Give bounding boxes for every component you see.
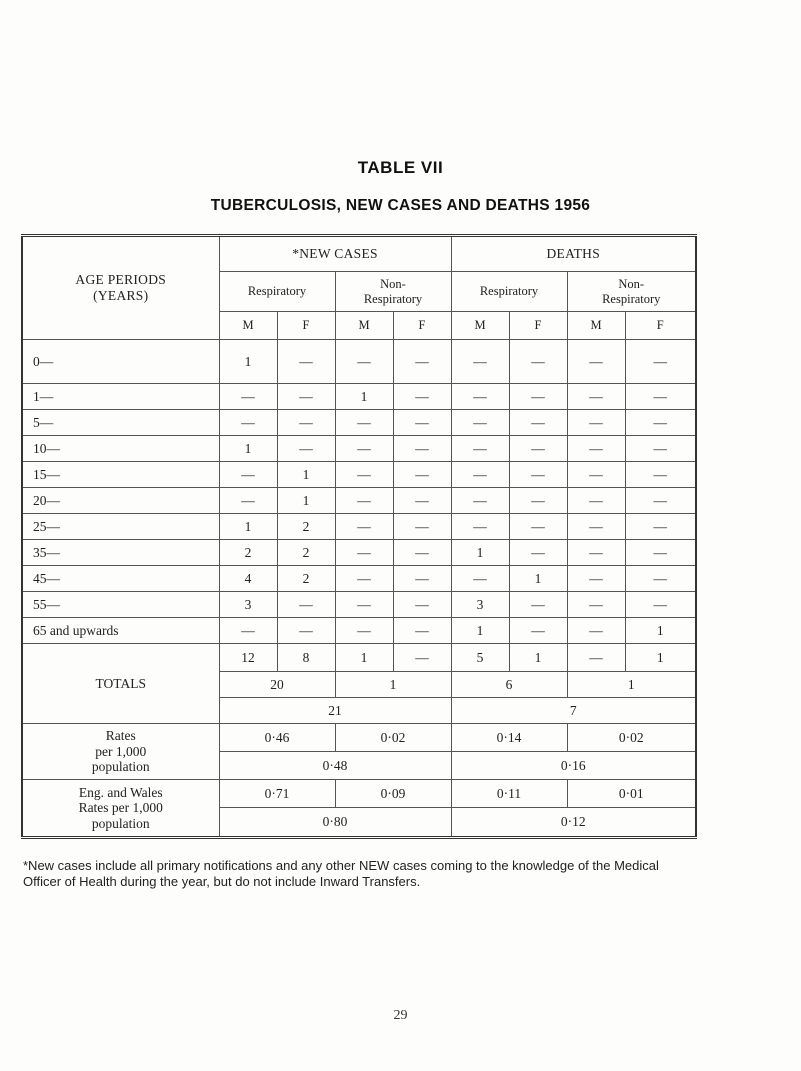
totals-type-cell: 1 <box>335 672 451 698</box>
sex-header-m: M <box>219 312 277 340</box>
cell-value: 1 <box>219 340 277 384</box>
age-period-label: 1— <box>22 384 219 410</box>
cell-value: — <box>567 410 625 436</box>
age-period-label: 10— <box>22 436 219 462</box>
cell-value: 2 <box>219 540 277 566</box>
cell-value: 1 <box>451 618 509 644</box>
rates-deaths-combined: 0·16 <box>451 752 696 780</box>
age-row <box>22 618 696 644</box>
cell-value: — <box>451 462 509 488</box>
new-respiratory-header: Respiratory <box>219 272 335 312</box>
cell-value: — <box>451 436 509 462</box>
cell-value: — <box>451 410 509 436</box>
totals-cell: 1 <box>335 644 393 672</box>
eng-wales-cell: 0·11 <box>451 780 567 808</box>
age-row <box>22 436 696 462</box>
age-row <box>22 384 696 410</box>
rates-cell: 0·02 <box>567 724 696 752</box>
eng-wales-cell: 0·09 <box>335 780 451 808</box>
deaths-header: DEATHS <box>451 236 696 272</box>
cell-value: — <box>393 514 451 540</box>
totals-cell: 1 <box>625 644 696 672</box>
cell-value: — <box>567 462 625 488</box>
totals-label: TOTALS <box>22 644 219 724</box>
cell-value: — <box>393 436 451 462</box>
cell-value: 2 <box>277 566 335 592</box>
rates-cell: 0·02 <box>335 724 451 752</box>
cell-value: — <box>277 340 335 384</box>
age-period-label: 20— <box>22 488 219 514</box>
cell-value: — <box>335 540 393 566</box>
cell-value: — <box>277 618 335 644</box>
cell-value: — <box>219 384 277 410</box>
cell-value: — <box>509 384 567 410</box>
cell-value: — <box>509 592 567 618</box>
tuberculosis-table <box>21 234 697 839</box>
cell-value: — <box>277 410 335 436</box>
totals-cell: 1 <box>509 644 567 672</box>
page-number: 29 <box>393 1008 408 1023</box>
age-row <box>22 462 696 488</box>
eng-wales-deaths-combined: 0·12 <box>451 808 696 838</box>
totals-type-cell: 1 <box>567 672 696 698</box>
cell-value: — <box>219 462 277 488</box>
cell-value: — <box>393 384 451 410</box>
sex-header-m: M <box>335 312 393 340</box>
cell-value: — <box>567 384 625 410</box>
cell-value: 1 <box>335 384 393 410</box>
cell-value: — <box>451 566 509 592</box>
cell-value: 1 <box>277 462 335 488</box>
cell-value: 1 <box>277 488 335 514</box>
sex-header-f: F <box>625 312 696 340</box>
totals-cell: 8 <box>277 644 335 672</box>
cell-value: — <box>509 540 567 566</box>
cell-value: — <box>335 618 393 644</box>
cell-value: 2 <box>277 514 335 540</box>
totals-cell: — <box>393 644 451 672</box>
eng-wales-cell: 0·71 <box>219 780 335 808</box>
cell-value: — <box>451 384 509 410</box>
cell-value: — <box>567 592 625 618</box>
cell-value: — <box>567 488 625 514</box>
cell-value: — <box>219 618 277 644</box>
age-period-label: 65 and upwards <box>22 618 219 644</box>
cell-value: — <box>509 436 567 462</box>
totals-type-cell: 20 <box>219 672 335 698</box>
cell-value: 1 <box>509 566 567 592</box>
sex-header-f: F <box>277 312 335 340</box>
age-row <box>22 488 696 514</box>
cell-value: — <box>393 340 451 384</box>
age-period-label: 45— <box>22 566 219 592</box>
age-period-label: 15— <box>22 462 219 488</box>
cell-value: — <box>277 592 335 618</box>
cell-value: 1 <box>219 436 277 462</box>
cell-value: — <box>219 488 277 514</box>
cell-value: 4 <box>219 566 277 592</box>
totals-cell: 5 <box>451 644 509 672</box>
totals-cell: — <box>567 644 625 672</box>
cell-value: — <box>625 566 696 592</box>
cell-value: — <box>625 514 696 540</box>
cell-value: — <box>509 488 567 514</box>
cell-value: — <box>567 436 625 462</box>
cell-value: — <box>393 462 451 488</box>
cell-value: — <box>567 540 625 566</box>
cell-value: — <box>625 540 696 566</box>
cell-value: — <box>335 436 393 462</box>
cell-value: — <box>335 410 393 436</box>
sex-header-f: F <box>509 312 567 340</box>
cell-value: — <box>509 618 567 644</box>
deaths-respiratory-header: Respiratory <box>451 272 567 312</box>
age-row <box>22 514 696 540</box>
table-title: TABLE VII <box>357 158 444 177</box>
cell-value: — <box>625 592 696 618</box>
new-cases-header: *NEW CASES <box>219 236 451 272</box>
cell-value: — <box>567 618 625 644</box>
age-periods-header: AGE PERIODS (YEARS) <box>22 236 219 340</box>
cell-value: — <box>277 436 335 462</box>
cell-value: — <box>625 462 696 488</box>
age-period-label: 5— <box>22 410 219 436</box>
age-row <box>22 566 696 592</box>
cell-value: — <box>567 340 625 384</box>
cell-value: — <box>335 462 393 488</box>
cell-value: — <box>277 384 335 410</box>
cell-value: — <box>625 340 696 384</box>
cell-value: — <box>509 514 567 540</box>
cell-value: — <box>625 384 696 410</box>
age-period-label: 55— <box>22 592 219 618</box>
cell-value: — <box>335 488 393 514</box>
cell-value: 1 <box>625 618 696 644</box>
age-row <box>22 540 696 566</box>
cell-value: — <box>335 592 393 618</box>
cell-value: — <box>393 410 451 436</box>
rates-new-cases-combined: 0·48 <box>219 752 451 780</box>
cell-value: — <box>625 410 696 436</box>
eng-wales-cell: 0·01 <box>567 780 696 808</box>
totals-type-cell: 6 <box>451 672 567 698</box>
age-row <box>22 592 696 618</box>
rates-cell: 0·46 <box>219 724 335 752</box>
age-row <box>22 340 696 384</box>
totals-cell: 12 <box>219 644 277 672</box>
age-period-label: 25— <box>22 514 219 540</box>
cell-value: — <box>451 488 509 514</box>
cell-value: 3 <box>451 592 509 618</box>
totals-new-cases-grand: 21 <box>219 698 451 724</box>
cell-value: — <box>219 410 277 436</box>
cell-value: — <box>335 340 393 384</box>
cell-value: — <box>393 540 451 566</box>
cell-value: — <box>393 566 451 592</box>
cell-value: — <box>393 618 451 644</box>
cell-value: — <box>451 514 509 540</box>
cell-value: — <box>509 462 567 488</box>
table-subtitle: TUBERCULOSIS, NEW CASES AND DEATHS 1956 <box>210 197 591 214</box>
rates-label: Rates per 1,000 population <box>22 724 219 780</box>
eng-wales-label: Eng. and Wales Rates per 1,000 population <box>22 780 219 838</box>
totals-deaths-grand: 7 <box>451 698 696 724</box>
sex-header-m: M <box>451 312 509 340</box>
footnote: *New cases include all primary notifications and any other NEW cases coming to the knowledge of the Medical Officer of Health during the year, but do not include Inward Transfers. <box>23 858 659 889</box>
cell-value: — <box>509 340 567 384</box>
age-period-label: 0— <box>22 340 219 384</box>
cell-value: — <box>625 488 696 514</box>
cell-value: — <box>393 592 451 618</box>
sex-header-f: F <box>393 312 451 340</box>
cell-value: — <box>567 514 625 540</box>
rates-cell: 0·14 <box>451 724 567 752</box>
cell-value: 3 <box>219 592 277 618</box>
cell-value: — <box>335 566 393 592</box>
cell-value: — <box>393 488 451 514</box>
cell-value: — <box>451 340 509 384</box>
new-non-respiratory-header: Non- Respiratory <box>335 272 451 312</box>
cell-value: 1 <box>219 514 277 540</box>
cell-value: — <box>335 514 393 540</box>
cell-value: 1 <box>451 540 509 566</box>
age-period-label: 35— <box>22 540 219 566</box>
eng-wales-new-cases-combined: 0·80 <box>219 808 451 838</box>
cell-value: 2 <box>277 540 335 566</box>
cell-value: — <box>567 566 625 592</box>
cell-value: — <box>625 436 696 462</box>
age-row <box>22 410 696 436</box>
deaths-non-respiratory-header: Non- Respiratory <box>567 272 696 312</box>
cell-value: — <box>509 410 567 436</box>
sex-header-m: M <box>567 312 625 340</box>
